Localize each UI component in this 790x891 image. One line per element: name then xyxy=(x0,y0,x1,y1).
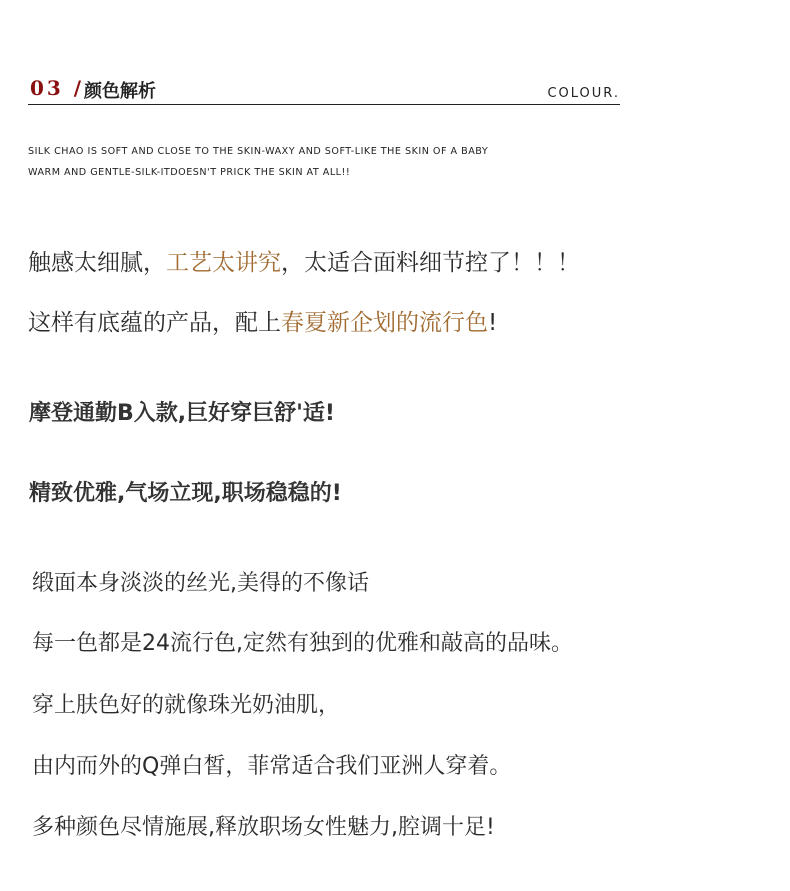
highlight-line-2-before: 这样有底蕴的产品，配上 xyxy=(28,310,281,336)
highlight-line-1-after: ，太适合面料细节控了！！！ xyxy=(281,250,580,276)
body-line-1: 缎面本身淡淡的丝光,美得的不像话 xyxy=(32,571,369,596)
intro-line-1: SILK CHAO IS SOFT AND CLOSE TO THE SKIN-WAXY AND SOFT-LIKE THE SKIN OF A BABY xyxy=(28,146,489,157)
highlight-line-2-highlight: 春夏新企划的流行色 xyxy=(281,310,488,336)
body-line-2: 每一色都是24流行色,定然有独到的优雅和敲高的品味。 xyxy=(32,631,573,656)
body-line-4: 由内而外的Q弹白皙，菲常适合我们亚洲人穿着。 xyxy=(32,754,512,779)
body-line-5: 多种颜色尽情施展,释放职场女性魅力,腔调十足! xyxy=(32,815,495,840)
highlight-line-2-after: ! xyxy=(488,310,498,336)
section-number: 03 / xyxy=(30,76,85,100)
bold-line-2: 精致优雅,气场立现,职场稳稳的! xyxy=(29,481,342,506)
highlight-line-2 xyxy=(28,304,497,337)
section-header xyxy=(28,74,620,105)
highlight-line-1-highlight: 工艺太讲究 xyxy=(166,250,281,276)
colour-label: COLOUR. xyxy=(547,86,620,101)
section-title: 颜色解析 xyxy=(84,81,156,102)
highlight-line-1 xyxy=(28,244,580,277)
bold-line-1: 摩登通勤B入款,巨好穿巨舒'适! xyxy=(29,401,335,426)
body-line-3: 穿上肤色好的就像珠光奶油肌， xyxy=(32,693,341,718)
intro-line-2: WARM AND GENTLE-SILK-ITDOESN'T PRICK THE SKIN AT ALL!! xyxy=(28,167,351,178)
highlight-line-1-before: 触感太细腻， xyxy=(28,250,166,276)
